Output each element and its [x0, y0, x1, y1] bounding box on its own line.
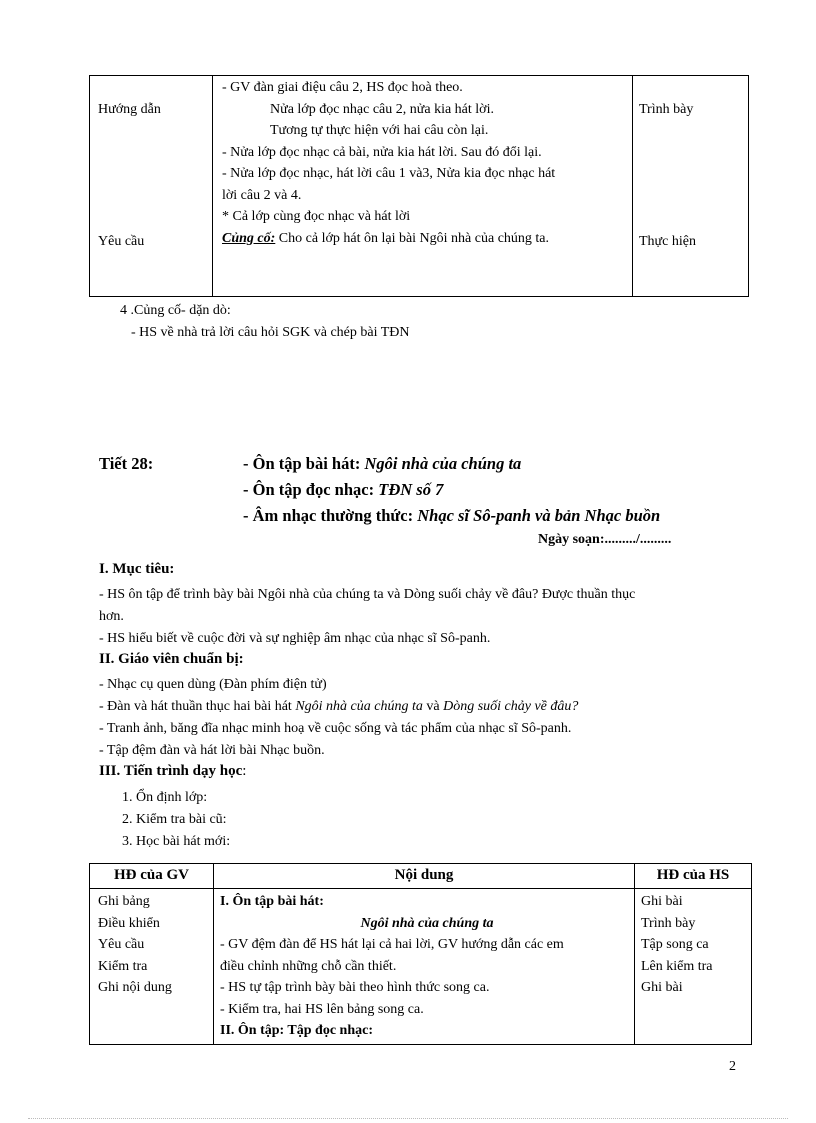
header-gv: HĐ của GV [90, 864, 214, 889]
table1-mid-line: Tương tự thực hiện với hai câu còn lại. [270, 123, 489, 138]
gv-cell: Điều khiển [98, 915, 160, 931]
prep-line: - Đàn và hát thuần thục hai bài hát Ngôi nhà của chúng ta và Dòng suối chảy về đâu? [99, 699, 579, 714]
consolidation-heading: 4 .Củng cố- dặn dò: [120, 303, 231, 318]
gv-cell: Ghi nội dung [98, 980, 172, 995]
table1-mid-line: - Nửa lớp đọc nhạc cả bài, nửa kia hát lời. Sau đó đổi lại. [222, 144, 542, 160]
cung-co-label: Củng cố: [222, 230, 276, 246]
content-cell: - HS tự tập trình bày bài theo hình thức song ca. [220, 980, 490, 995]
content-column [214, 889, 635, 1045]
table1-mid-line: - Nửa lớp đọc nhạc, hát lời câu 1 và3, Nửa kia đọc nhạc hát [222, 166, 556, 181]
lesson-table-top [89, 75, 749, 297]
hs-column [635, 889, 752, 1045]
process-item: 3. Học bài hát mới: [122, 834, 231, 849]
lesson-topic-3-title: Nhạc sĩ Sô-panh và bản Nhạc buồn [417, 506, 661, 525]
section-process-title: III. Tiến trình dạy học: [99, 763, 247, 779]
lesson-number: Tiết 28: [99, 454, 154, 473]
hs-cell: Trình bày [641, 915, 696, 931]
hs-cell: Lên kiểm tra [641, 958, 713, 974]
prep-line: - Tập đệm đàn và hát lời bài Nhạc buồn. [99, 743, 325, 758]
prep-line: - Tranh ảnh, băng đĩa nhạc minh hoạ về cuộc sống và tác phẩm của nhạc sĩ Sô-panh. [99, 721, 572, 736]
table1-left-2: Yêu cầu [98, 233, 145, 249]
hs-cell: Ghi bài [641, 894, 683, 909]
objective-line: - HS hiểu biết về cuộc đời và sự nghiệp âm nhạc của nhạc sĩ Sô-panh. [99, 631, 491, 646]
hs-cell: Ghi bài [641, 980, 683, 995]
table1-mid-line: * Cả lớp cùng đọc nhạc và hát lời [222, 209, 411, 224]
hs-cell: Tập song ca [641, 937, 709, 952]
page-bottom-divider [28, 1118, 788, 1119]
table-header-row [90, 864, 752, 889]
process-item: 2. Kiểm tra bài cũ: [122, 812, 227, 827]
content-cell: Ngôi nhà của chúng ta [360, 915, 494, 931]
activity-table [89, 863, 752, 1045]
table1-right-2: Thực hiện [639, 233, 696, 249]
cung-co-text: Cho cả lớp hát ôn lại bài Ngôi nhà của chúng ta. [275, 230, 550, 246]
lesson-topic-1-title: Ngôi nhà của chúng ta [364, 454, 522, 473]
gv-column [90, 889, 214, 1045]
content-cell: - Kiểm tra, hai HS lên bảng song ca. [220, 1001, 424, 1017]
table1-mid-line: lời câu 2 và 4. [222, 187, 302, 203]
table1-mid-line: Nửa lớp đọc nhạc câu 2, nửa kia hát lời. [270, 101, 494, 117]
lesson-topic-2-title: TĐN số 7 [378, 480, 444, 499]
content-cell: I. Ôn tập bài hát: [220, 894, 324, 909]
section-objectives-title: I. Mục tiêu: [99, 561, 175, 577]
gv-cell: Ghi bảng [98, 894, 150, 909]
header-hs: HĐ của HS [635, 864, 752, 889]
content-cell: II. Ôn tập: Tập đọc nhạc: [220, 1023, 374, 1038]
table1-col-left [90, 76, 213, 297]
process-item: 1. Ổn định lớp: [122, 790, 208, 805]
objective-line: - HS ôn tập để trình bày bài Ngôi nhà của chúng ta và Dòng suối chảy về đâu? Được thuần thục [99, 587, 636, 602]
table-row [90, 889, 752, 1045]
table1-left-1: Hướng dẫn [98, 102, 161, 117]
table1-mid-line [222, 228, 632, 250]
section-prep-title: II. Giáo viên chuẩn bị: [99, 651, 244, 667]
table1-col-mid [213, 76, 633, 297]
lesson-topic-1: - Ôn tập bài hát: Ngôi nhà của chúng ta [243, 454, 522, 473]
table1-col-right [633, 76, 749, 297]
table1-right-1: Trình bày [639, 102, 694, 117]
gv-cell: Kiểm tra [98, 958, 148, 974]
content-cell: điều chỉnh những chỗ cần thiết. [220, 958, 397, 974]
prep-line: - Nhạc cụ quen dùng (Đàn phím điện tử) [99, 677, 327, 692]
prep-date: Ngày soạn:........./......... [538, 532, 672, 547]
header-content: Nội dung [214, 864, 635, 889]
lesson-topic-3: - Âm nhạc thường thức: Nhạc sĩ Sô-panh và bản Nhạc buồn [243, 506, 661, 525]
objective-line: hơn. [99, 609, 124, 624]
table1-mid-line: - GV đàn giai điệu câu 2, HS đọc hoà theo. [222, 80, 463, 95]
page-number: 2 [729, 1059, 736, 1074]
gv-cell: Yêu cầu [98, 937, 145, 952]
lesson-topic-2: - Ôn tập đọc nhạc: TĐN số 7 [243, 480, 444, 499]
homework-line: - HS về nhà trả lời câu hỏi SGK và chép bài TĐN [131, 325, 410, 340]
content-cell: - GV đệm đàn để HS hát lại cả hai lời, GV hướng dẫn các em [220, 937, 564, 952]
